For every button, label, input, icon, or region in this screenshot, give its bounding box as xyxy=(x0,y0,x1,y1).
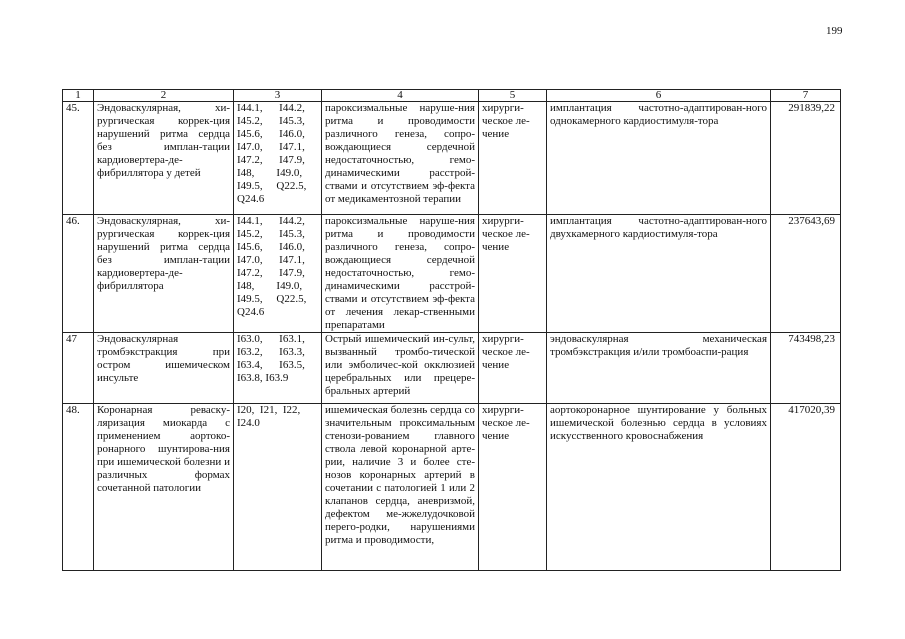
column-number: 7 xyxy=(771,90,841,102)
icd-code-line: Q24.6 xyxy=(237,306,265,318)
patient-model: ишемическая болезнь сердца со значительным проксимальным стенози-рованием главного ствола левой коронарной арте-рии, наличие 3 и более сте-нозов коронарных артерий в сочетании с патологией 1 или 2 клапанов сердца, аневризмой, дефектом ме-жжелудочковой перего-родки, нарушениями ритма и проводимости, xyxy=(322,404,479,571)
icd-code-line: I49.5, Q22.5, xyxy=(237,293,307,305)
row-number: 48. xyxy=(63,404,94,571)
icd-codes xyxy=(234,404,322,571)
patient-model: пароксизмальные наруше-ния ритма и проводимости различного генеза, сопро-вождающиеся сердечной недостаточностью, гемо-динамическими расстрой-ствами и отсутствием эф-фекта от медикаментозной терапии xyxy=(322,102,479,215)
cost-value: 237643,69 xyxy=(771,215,841,333)
treatment-method: аортокоронарное шунтирование у больных ишемической болезнью сердца в условиях искусственного кровоснабжения xyxy=(547,404,771,571)
page-number: 199 xyxy=(826,25,843,37)
icd-code-line: Q24.6 xyxy=(237,193,265,205)
icd-code-line: I24.0 xyxy=(237,417,260,429)
table-row xyxy=(63,102,841,215)
row-number: 45. xyxy=(63,102,94,215)
icd-code-line: I63.0, I63.1, xyxy=(237,333,305,345)
treatment-method: эндоваскулярная механическая тромбэкстракция и/или тромбоаспи-рация xyxy=(547,333,771,404)
icd-code-line: I63.2, I63.3, xyxy=(237,346,305,358)
cost-value: 743498,23 xyxy=(771,333,841,404)
icd-code-line: I47.2, I47.9, xyxy=(237,267,305,279)
icd-code-line: I47.2, I47.9, xyxy=(237,154,305,166)
icd-code-line: I48, I49.0, xyxy=(237,167,303,179)
table-row xyxy=(63,215,841,333)
cost-value: 291839,22 xyxy=(771,102,841,215)
service-name: Эндоваскулярная тромбэкстракция при остром ишемическом инсульте xyxy=(94,333,234,404)
table-row xyxy=(63,333,841,404)
icd-code-line: I44.1, I44.2, xyxy=(237,215,305,227)
table-row xyxy=(63,404,841,571)
icd-code-line: I45.6, I46.0, xyxy=(237,241,305,253)
column-number: 6 xyxy=(547,90,771,102)
patient-model: пароксизмальные наруше-ния ритма и проводимости различного генеза, сопро-вождающиеся сердечной недостаточностью, гемо-динамическими расстрой-ствами и отсутствием эф-фекта от лечения лекар-ственными препаратами xyxy=(322,215,479,333)
icd-code-line: I20, I21, I22, xyxy=(237,404,301,416)
column-number: 2 xyxy=(94,90,234,102)
row-number: 46. xyxy=(63,215,94,333)
service-name: Эндоваскулярная, хи-рургическая коррек-ция нарушений ритма сердца без имплан-тации кардиовертера-де-фибриллятора xyxy=(94,215,234,333)
icd-code-line: I45.6, I46.0, xyxy=(237,128,305,140)
icd-code-line: I63.4, I63.5, xyxy=(237,359,305,371)
icd-code-line: I45.2, I45.3, xyxy=(237,228,305,240)
column-number: 3 xyxy=(234,90,322,102)
column-number: 4 xyxy=(322,90,479,102)
row-number: 47 xyxy=(63,333,94,404)
treatment-type: хирурги-ческое ле-чение xyxy=(479,333,547,404)
icd-codes xyxy=(234,215,322,333)
icd-codes xyxy=(234,333,322,404)
column-number: 1 xyxy=(63,90,94,102)
cost-value: 417020,39 xyxy=(771,404,841,571)
column-number: 5 xyxy=(479,90,547,102)
treatment-type: хирурги-ческое ле-чение xyxy=(479,215,547,333)
service-name: Коронарная реваску-ляризация миокарда с применением аортоко-ронарного шунтирова-ния при ишемической болезни и различных формах сочетанной патологии xyxy=(94,404,234,571)
patient-model: Острый ишемический ин-сульт, вызванный тромбо-тической или эмболичес-кой окклюзией церебральных или прецере-бральных артерий xyxy=(322,333,479,404)
treatment-type: хирурги-ческое ле-чение xyxy=(479,404,547,571)
service-name: Эндоваскулярная, хи-рургическая коррек-ция нарушений ритма сердца без имплан-тации кардиовертера-де-фибриллятора у детей xyxy=(94,102,234,215)
icd-code-line: I47.0, I47.1, xyxy=(237,141,305,153)
treatment-method: имплантация частотно-адаптирован-ного однокамерного кардиостимуля-тора xyxy=(547,102,771,215)
icd-codes xyxy=(234,102,322,215)
services-table xyxy=(62,89,841,571)
icd-code-line: I63.8, I63.9 xyxy=(237,372,289,384)
icd-code-line: I44.1, I44.2, xyxy=(237,102,305,114)
treatment-method: имплантация частотно-адаптирован-ного двухкамерного кардиостимуля-тора xyxy=(547,215,771,333)
icd-code-line: I48, I49.0, xyxy=(237,280,303,292)
icd-code-line: I47.0, I47.1, xyxy=(237,254,305,266)
treatment-type: хирурги-ческое ле-чение xyxy=(479,102,547,215)
icd-code-line: I49.5, Q22.5, xyxy=(237,180,307,192)
column-number-row xyxy=(63,90,841,102)
icd-code-line: I45.2, I45.3, xyxy=(237,115,305,127)
